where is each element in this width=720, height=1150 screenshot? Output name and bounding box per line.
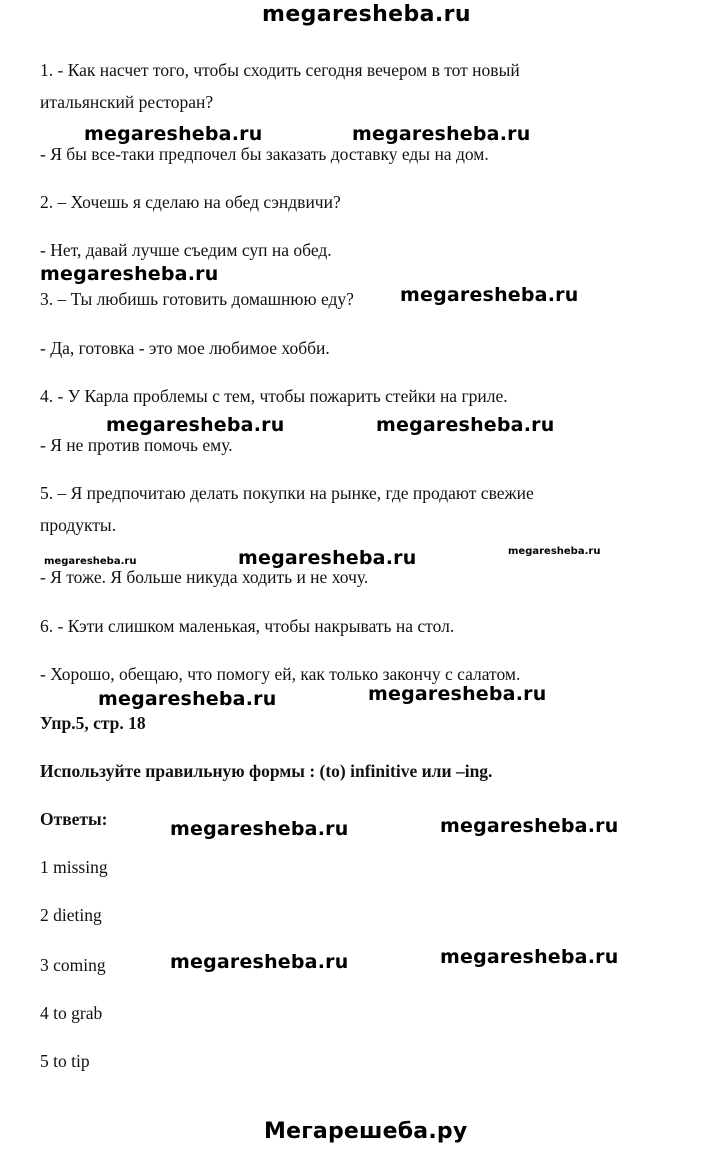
watermark: megaresheba.ru xyxy=(44,556,137,567)
watermark: megaresheba.ru xyxy=(440,815,619,837)
watermark: megaresheba.ru xyxy=(170,951,349,973)
watermark: megaresheba.ru xyxy=(400,284,579,306)
dialogue-4-answer: - Я не против помочь ему. xyxy=(40,435,233,455)
dialogue-4-question: 4. - У Карла проблемы с тем, чтобы пожарить стейки на гриле. xyxy=(40,386,508,406)
dialogue-5-question-line-1: 5. – Я предпочитаю делать покупки на рынке, где продают свежие xyxy=(40,483,534,503)
dialogue-3-answer: - Да, готовка - это мое любимое хобби. xyxy=(40,338,330,358)
watermark: megaresheba.ru xyxy=(84,123,263,145)
header-watermark: megaresheba.ru xyxy=(262,2,471,27)
answers-label: Ответы: xyxy=(40,809,108,829)
watermark: megaresheba.ru xyxy=(440,946,619,968)
dialogue-6-question: 6. - Кэти слишком маленькая, чтобы накрывать на стол. xyxy=(40,616,455,636)
dialogue-3-question: 3. – Ты любишь готовить домашнюю еду? xyxy=(40,289,354,309)
watermark: megaresheba.ru xyxy=(376,414,555,436)
watermark: megaresheba.ru xyxy=(106,414,285,436)
answer-item: 4 to grab xyxy=(40,1003,103,1023)
dialogue-5-answer: - Я тоже. Я больше никуда ходить и не хочу. xyxy=(40,567,369,587)
answer-item: 5 to tip xyxy=(40,1051,90,1071)
dialogue-5-question-line-2: продукты. xyxy=(40,515,117,535)
footer-watermark: Мегарешеба.ру xyxy=(264,1119,468,1144)
watermark: megaresheba.ru xyxy=(508,546,601,557)
watermark: megaresheba.ru xyxy=(238,547,417,569)
answer-item: 3 coming xyxy=(40,955,106,975)
watermark: megaresheba.ru xyxy=(98,688,277,710)
answer-item: 1 missing xyxy=(40,857,108,877)
exercise-instruction: Используйте правильную формы : (to) infinitive или –ing. xyxy=(40,761,493,781)
dialogue-6-answer: - Хорошо, обещаю, что помогу ей, как только закончу с салатом. xyxy=(40,664,521,684)
dialogue-1-question-line-1: 1. - Как насчет того, чтобы сходить сегодня вечером в тот новый xyxy=(40,60,520,80)
watermark: megaresheba.ru xyxy=(368,683,547,705)
answer-item: 2 dieting xyxy=(40,905,102,925)
dialogue-1-question-line-2: итальянский ресторан? xyxy=(40,92,214,112)
watermark: megaresheba.ru xyxy=(352,123,531,145)
watermark: megaresheba.ru xyxy=(170,818,349,840)
dialogue-1-answer: - Я бы все-таки предпочел бы заказать доставку еды на дом. xyxy=(40,144,489,164)
exercise-title: Упр.5, стр. 18 xyxy=(40,713,146,733)
dialogue-2-question: 2. – Хочешь я сделаю на обед сэндвичи? xyxy=(40,192,341,212)
watermark: megaresheba.ru xyxy=(40,263,219,285)
dialogue-2-answer: - Нет, давай лучше съедим суп на обед. xyxy=(40,240,332,260)
